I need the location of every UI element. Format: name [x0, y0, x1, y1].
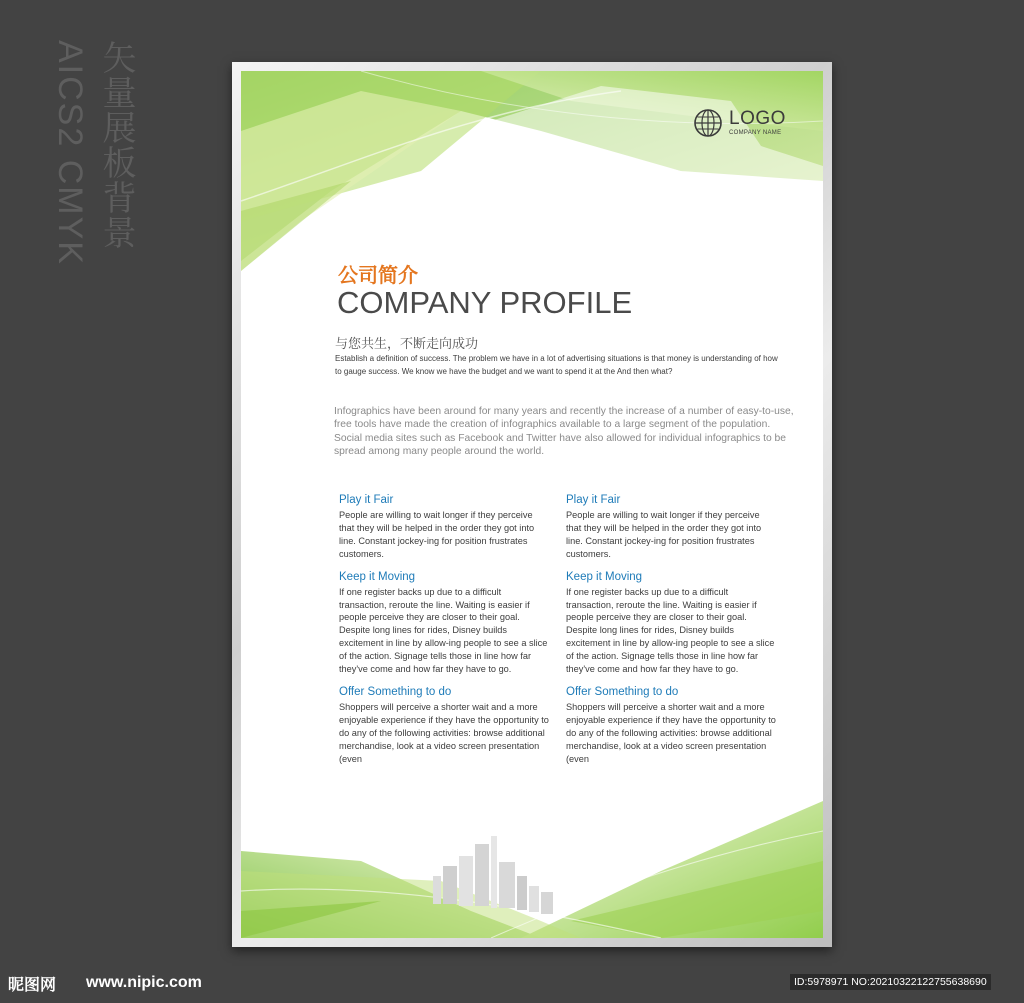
section-heading: Offer Something to do — [566, 685, 679, 698]
right-column — [566, 493, 776, 775]
section-text: If one register backs up due to a difficult transaction, reroute the line. Waiting is easier if people perceive they are closer to their goal. Despite long lines for rides, Disney builds excitement in line by allow-ing people to see a slice of the action. Signage tells those in line how far they've come and how far they have to go. — [566, 586, 775, 675]
section-heading: Play it Fair — [339, 494, 394, 506]
side-caption-english: AICS2 CMYK — [51, 40, 89, 266]
section-text: People are willing to wait longer if they perceive that they will be helped in the order they got into line. Constant jockey-ing for position frustrates customers. — [339, 510, 535, 559]
section-heading: Play it Fair — [566, 494, 621, 506]
body-paragraph: Infographics have been around for many years and recently the increase of a number of easy-to-use, free tools have made the creation of infographics available to a large segment of the population. Social media sites such as Facebook and Twitter have also allowed for individual infographics to be spread among many people around the world. — [334, 406, 794, 457]
section-heading: Keep it Moving — [566, 570, 643, 583]
logo — [693, 108, 803, 148]
city-skyline-icon — [431, 836, 561, 916]
left-column — [339, 493, 549, 775]
footer-brand: 昵图网 — [8, 975, 57, 994]
footer-url[interactable]: www.nipic.com — [86, 974, 202, 991]
side-caption-chinese: 矢量展板背景 — [96, 40, 136, 250]
section-text: Shoppers will perceive a shorter wait and a more enjoyable experience if they have the opportunity to do any of the following activities: browse additional merchandise, look at a video screen presentation (even — [339, 701, 549, 764]
intro-text: Establish a definition of success. The problem we have in a lot of advertising situations is that money is understanding of how to gauge success. We know we have the budget and we want to spend it at the And then what? — [335, 354, 778, 376]
logo-company-name: COMPANY NAME — [729, 130, 782, 136]
poster-board — [241, 71, 823, 938]
slogan: 与您共生，不断走向成功 — [335, 337, 479, 352]
logo-text: LOGO — [729, 108, 786, 129]
footer-id: ID:5978971 NO:20210322122755638690 — [790, 974, 991, 990]
poster-frame — [232, 62, 832, 947]
section-text: Shoppers will perceive a shorter wait and a more enjoyable experience if they have the opportunity to do any of the following activities: browse additional merchandise, look at a video screen presentation (even — [566, 701, 776, 764]
top-green-decoration — [241, 71, 823, 291]
globe-icon — [693, 108, 723, 138]
title-chinese: 公司简介 — [338, 263, 418, 287]
section-heading: Keep it Moving — [339, 570, 416, 583]
section-text: If one register backs up due to a difficult transaction, reroute the line. Waiting is easier if people perceive they are closer to their goal. Despite long lines for rides, Disney builds excitement in line by allow-ing people to see a slice of the action. Signage tells those in line how far they've come and how far they have to go. — [339, 586, 548, 675]
section-text: People are willing to wait longer if they perceive that they will be helped in the order they got into line. Constant jockey-ing for position frustrates customers. — [566, 510, 762, 559]
section-heading: Offer Something to do — [339, 685, 452, 698]
page-title: COMPANY PROFILE — [337, 285, 633, 320]
